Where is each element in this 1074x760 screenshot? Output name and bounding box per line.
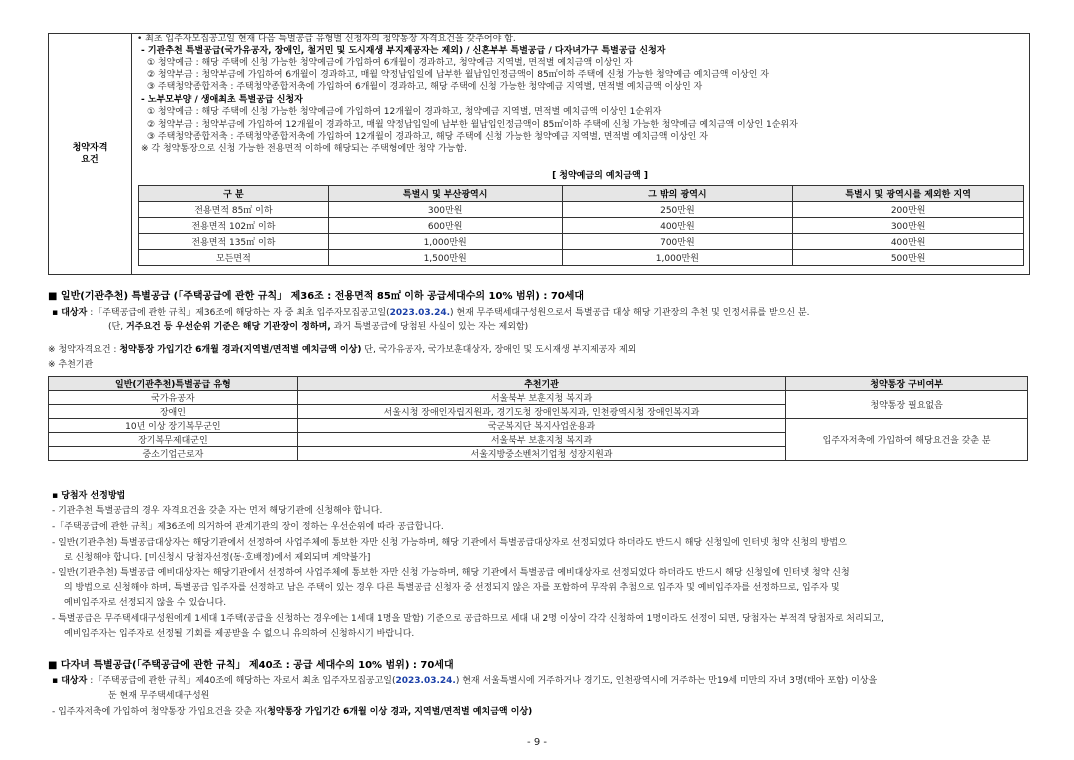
qual-line: ① 청약예금 : 해당 주택에 신청 가능한 청약예금에 가입하여 12개월이 경과하고, 청약예금 지역별, 면적별 예치금액 이상인 1순위자 — [147, 107, 662, 117]
target-label: ▪ 대상자 — [52, 308, 88, 318]
winner-line: - 기관추천 특별공급의 경우 자격요건을 갖춘 자는 먼저 해당기관에 신청해야 합니다. — [52, 506, 383, 516]
rec-need: 청약통장 필요없음 — [786, 391, 1028, 419]
note-text: (단, — [108, 322, 126, 332]
rec-type: 중소기업근로자 — [49, 447, 298, 461]
label-line-2: 요건 — [81, 155, 99, 165]
winner-line: 의 방법으로 신청해야 하며, 특별공급 입주자를 선정하고 남은 주택이 있는 경우 다른 특별공급 신청자 중 선정되지 않은 자를 포함하여 무작위 추첨으로 입주자 및 예비입주자를 선정하므로, 입주자 및 — [64, 583, 840, 593]
general-qualification — [48, 345, 636, 356]
qual-line: - 노부모부양 / 생애최초 특별공급 신청자 — [141, 95, 303, 105]
target-date: 2023.03.24. — [395, 676, 456, 686]
req-text: - 입주자저축에 가입하여 청약통장 가입요건을 갖춘 자( — [52, 707, 268, 717]
rec-agency: 서울북부 보훈지청 복지과 — [297, 391, 785, 405]
general-target-note — [108, 322, 528, 333]
qual-line: ① 청약예금 : 해당 주택에 신청 가능한 청약예금에 가입하여 6개월이 경과하고, 청약예금 지역별, 면적별 예치금액 이상인 자 — [147, 58, 633, 68]
deposit-cell: 모든면적 — [139, 250, 329, 266]
qual-line: ② 청약부금 : 청약부금에 가입하여 12개월이 경과하고, 매월 약정납입일에 납부한 월납입인정금액이 85㎡이하 주택에 신청 가능한 청약예금 예치금액 이상인 1순위자 — [147, 120, 798, 130]
qual-line: ③ 주택청약종합저축 : 주택청약종합저축에 가입하여 6개월이 경과하고, 해당 주택에 신청 가능한 청약예금 지역별, 면적별 예치금액 이상인 자 — [147, 82, 703, 92]
deposit-cell: 1,000만원 — [328, 234, 562, 250]
deposit-cell: 700만원 — [562, 234, 793, 250]
deposit-cell: 600만원 — [328, 218, 562, 234]
label-line-1: 청약자격 — [72, 143, 108, 153]
note-bold: 거주요건 등 우선순위 기준은 해당 기관장이 정하며, — [125, 322, 331, 332]
rec-agency: 국군복지단 복지사업운용과 — [297, 419, 785, 433]
winner-line: -「주택공급에 관한 규칙」제36조에 의거하여 관계기관의 장이 정하는 우선순위에 따라 공급합니다. — [52, 522, 444, 532]
winner-line: 예비입주자로 선정되지 않을 수 있습니다. — [64, 598, 227, 608]
qual-bold: 청약통장 가입기간 6개월 경과(지역별/면적별 예치금액 이상) — [119, 345, 362, 355]
qualification-label — [49, 34, 132, 274]
rec-header: 추천기관 — [297, 377, 785, 391]
req-bold: 청약통장 가입기간 6개월 이상 경과, 지역별/면적별 예치금액 이상) — [267, 707, 533, 717]
winner-line: 예비입주자는 입주자로 선정될 기회를 제공받을 수 없으니 유의하여 신청하시기 바랍니다. — [64, 629, 415, 639]
deposit-cell: 400만원 — [793, 234, 1024, 250]
qual-line: - 기관추천 특별공급(국가유공자, 장애인, 철거민 및 도시재생 부지제공자는 제외) / 신혼부부 특별공급 / 다자녀가구 특별공급 신청자 — [141, 46, 666, 56]
deposit-cell: 300만원 — [793, 218, 1024, 234]
multi-heading: ■ 다자녀 특별공급(「주택공급에 관한 규칙」 제40조 : 공급 세대수의 10% 범위) : 70세대 — [48, 660, 454, 671]
qual-text: 단, 국가유공자, 국가보훈대상자, 장애인 및 도시재생 부지제공자 제외 — [361, 345, 637, 355]
rec-agency: 서울시청 장애인자립지원과, 경기도청 장애인복지과, 인천광역시청 장애인복지과 — [297, 405, 785, 419]
qual-line: ③ 주택청약종합저축 : 주택청약종합저축에 가입하여 12개월이 경과하고, 해당 주택에 신청 가능한 청약예금 지역별, 면적별 예치금액 이상인 자 — [147, 132, 708, 142]
target-text: :「주택공급에 관한 규칙」제36조에 해당하는 자 중 최초 입주자모집공고일( — [87, 308, 390, 318]
deposit-cell: 전용면적 85㎡ 이하 — [139, 202, 329, 218]
target-text: ) 현재 서울특별시에 거주하거나 경기도, 인천광역시에 거주하는 만19세 미만의 자녀 3명(태아 포함) 이상을 — [455, 676, 878, 686]
winner-heading: ▪ 당첨자 선정방법 — [52, 491, 126, 501]
deposit-header: 그 밖의 광역시 — [562, 186, 793, 202]
target-label: ▪ 대상자 — [52, 676, 88, 686]
qual-line: ※ 각 청약통장으로 신청 가능한 전용면적 이하에 해당되는 주택형에만 청약 가능함. — [141, 144, 467, 154]
deposit-cell: 1,000만원 — [562, 250, 793, 266]
deposit-cell: 250만원 — [562, 202, 793, 218]
qual-line: • 최초 입주자모집공고일 현재 다음 특별공급 유형별 신청자의 청약통장 자격요건을 갖추어야 함. — [137, 34, 516, 44]
rec-need: 입주자저축에 가입하여 해당요건을 갖춘 분 — [786, 419, 1028, 461]
deposit-cell: 500만원 — [793, 250, 1024, 266]
recommend-table — [48, 376, 1028, 461]
target-text: ) 현재 무주택세대구성원으로서 특별공급 대상 해당 기관장의 추천 및 인정서류를 받으신 분. — [450, 308, 810, 318]
rec-type: 장애인 — [49, 405, 298, 419]
multi-target — [52, 676, 877, 687]
deposit-cell: 200만원 — [793, 202, 1024, 218]
winner-line: - 일반(기관추천) 특별공급대상자는 해당기관에서 선정하여 사업주체에 통보한 자만 신청 가능하며, 해당 기관에서 특별공급대상자로 선정되었다 하더라도 반드시 해당 신청일에 인터넷 청약 신청의 방법으 — [52, 538, 847, 548]
rec-type: 국가유공자 — [49, 391, 298, 405]
rec-note: ※ 추천기관 — [48, 360, 94, 370]
deposit-cell: 1,500만원 — [328, 250, 562, 266]
deposit-header: 특별시 및 광역시를 제외한 지역 — [793, 186, 1024, 202]
qual-line: ② 청약부금 : 청약부금에 가입하여 6개월이 경과하고, 매월 약정납입일에 납부한 월납입인정금액이 85㎡이하 주택에 신청 가능한 청약예금 예치금액 이상인 자 — [147, 70, 769, 80]
general-heading: ■ 일반(기관추천) 특별공급 (「주택공급에 관한 규칙」 제36조 : 전용면적 85㎡ 이하 공급세대수의 10% 범위) : 70세대 — [48, 291, 585, 302]
target-text: :「주택공급에 관한 규칙」제40조에 해당하는 자로서 최초 입주자모집공고일( — [87, 676, 396, 686]
rec-type: 장기복무제대군인 — [49, 433, 298, 447]
winner-line: 로 신청해야 합니다. [미신청시 당첨자선정(동·호배정)에서 제외되며 계약불가] — [64, 553, 371, 563]
winner-line: - 일반(기관추천) 특별공급 예비대상자는 해당기관에서 선정하여 사업주체에 통보한 자만 신청 가능하며, 해당 기관에서 특별공급 예비대상자로 선정되었다 하더라도 반드시 해당 신청일에 인터넷 청약 신청 — [52, 568, 850, 578]
rec-header: 일반(기관추천)특별공급 유형 — [49, 377, 298, 391]
rec-header: 청약통장 구비여부 — [786, 377, 1028, 391]
winner-line: - 특별공급은 무주택세대구성원에게 1세대 1주택(공급을 신청하는 경우에는 1세대 1명을 말함) 기준으로 공급하므로 세대 내 2명 이상이 각각 신청하여 1명이라도 선정이 되면, 당첨자는 부적격 당첨자로 처리되고, — [52, 614, 884, 624]
multi-target-cont: 둔 현재 무주택세대구성원 — [108, 691, 210, 701]
page-number: - 9 - — [527, 737, 547, 748]
deposit-cell: 전용면적 135㎡ 이하 — [139, 234, 329, 250]
deposit-cell: 400만원 — [562, 218, 793, 234]
rec-agency: 서울지방중소벤처기업청 성장지원과 — [297, 447, 785, 461]
deposit-cell: 전용면적 102㎡ 이하 — [139, 218, 329, 234]
multi-requirement — [52, 707, 532, 718]
rec-agency: 서울북부 보훈지청 복지과 — [297, 433, 785, 447]
note-text: 과거 특별공급에 당첨된 사실이 있는 자는 제외함) — [330, 322, 529, 332]
target-date: 2023.03.24. — [389, 308, 451, 318]
qual-text: ※ 청약자격요건 : — [48, 345, 120, 355]
general-target — [52, 308, 810, 319]
deposit-header: 구 분 — [139, 186, 329, 202]
deposit-table — [138, 185, 1024, 266]
deposit-cell: 300만원 — [328, 202, 562, 218]
deposit-title: [ 청약예금의 예치금액 ] — [552, 171, 648, 181]
deposit-header: 특별시 및 부산광역시 — [328, 186, 562, 202]
rec-type: 10년 이상 장기복무군인 — [49, 419, 298, 433]
